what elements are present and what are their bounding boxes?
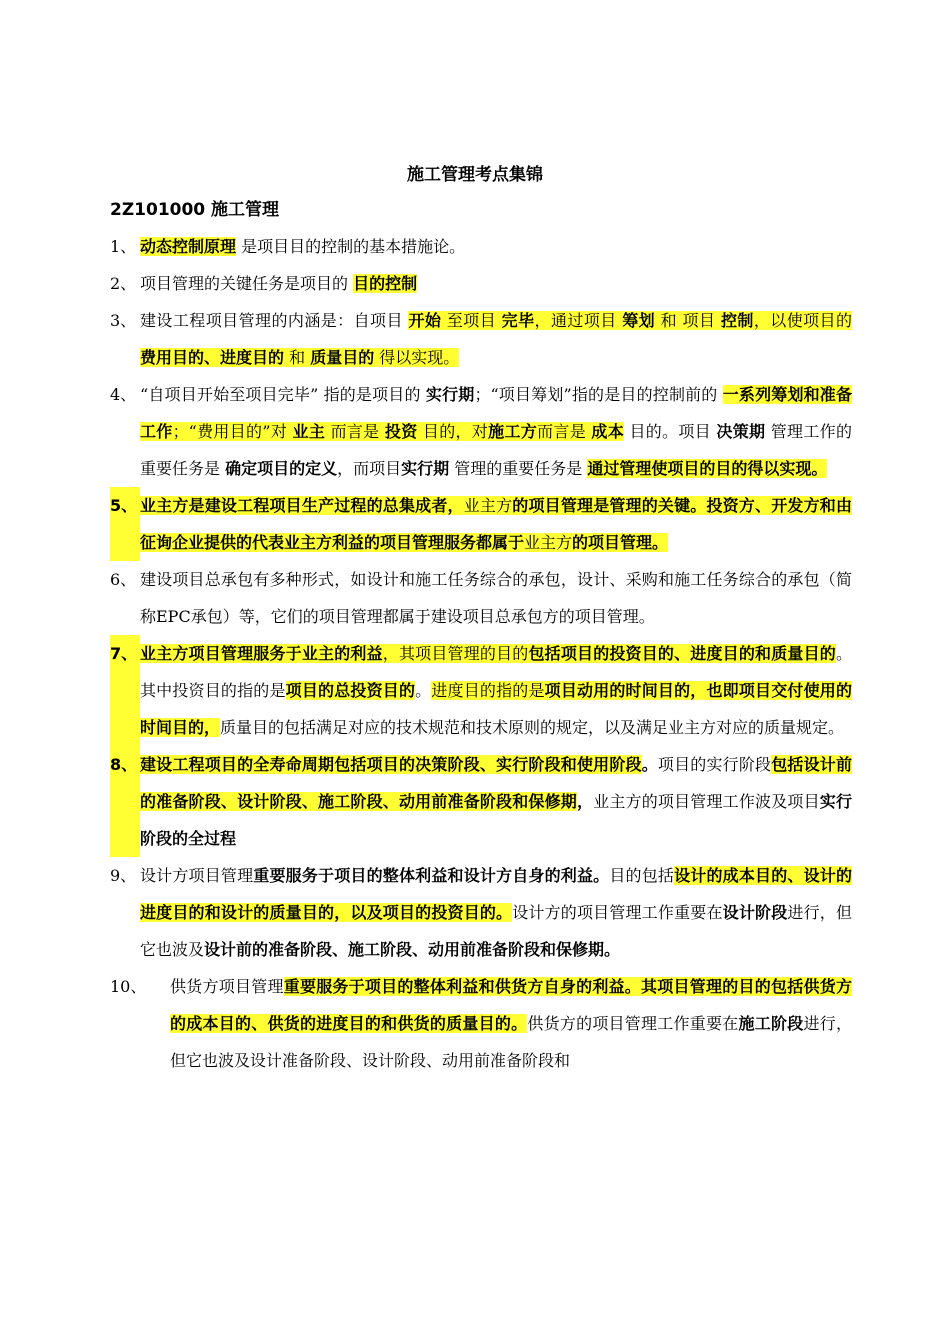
text-segment: 业主方的项目管理工作波及项目 (593, 792, 820, 811)
highlighted-text: ，通过项目 (534, 311, 623, 330)
highlighted-text: 而言是 (537, 422, 592, 441)
text-segment: 建设项目总承包有多种形式，如设计和施工任务综合的承包，设计、采购和施工任务综合的承包（简称EPC承包）等，它们的项目管理都属于建设项目总承包方的项目管理。 (140, 570, 852, 626)
text-segment: 管理的重要任务是 (449, 459, 588, 478)
text-segment: 实行期 (401, 459, 450, 478)
item-text (140, 857, 852, 968)
text-segment: 确定项目的定义 (225, 459, 338, 478)
list-item (110, 487, 852, 561)
section-heading: 2Z101000 施工管理 (110, 200, 280, 220)
text-segment: 。 (641, 755, 658, 774)
highlighted-text: 业主 (292, 422, 326, 441)
highlighted-text: 筹划 (622, 311, 656, 330)
highlighted-text: 和 项目 (655, 311, 721, 330)
text-segment: 实行阶段的全过程 (140, 792, 852, 848)
text-segment: 设计阶段 (722, 903, 788, 922)
text-segment: 进行，但它也波及 (140, 903, 852, 959)
text-segment: 是项目目的控制的基本措施论。 (236, 237, 466, 256)
document-title: 施工管理考点集锦 (407, 165, 543, 185)
highlighted-text: 目的，对 (417, 422, 489, 441)
highlighted-text: 而言是 (325, 422, 385, 441)
list-item (110, 968, 852, 1079)
text-segment: 供货方项目管理 (170, 977, 284, 996)
highlighted-text: 目的控制 (353, 274, 418, 293)
list-item (110, 302, 852, 376)
highlighted-text: 开始 (408, 311, 442, 330)
item-number: 5、 (110, 487, 140, 561)
list-item (110, 635, 852, 746)
item-text (140, 635, 852, 746)
text-segment: ， (577, 792, 594, 811)
list-item (110, 561, 852, 635)
highlighted-text: 重要服务于项目的整体利益和供货方自身的利益。其项目管理的目的包括供货方的成本目的、供货的进度目的和供货的质量目的。 (170, 977, 852, 1033)
text-segment: 。其中投资目的指的是 (140, 644, 852, 700)
highlighted-text: 成本 (591, 422, 625, 441)
text-segment: 管理工作的重要任务是 (140, 422, 852, 478)
highlighted-text: 包括项目的投资目的、进度目的和质量目的 (528, 644, 836, 663)
highlighted-text: 进度目的指的是 (431, 681, 545, 700)
item-number: 9、 (110, 866, 137, 885)
text-segment: 设计前的准备阶段、施工阶段、动用前准备阶段和保修期。 (204, 940, 621, 959)
text-segment: 实行期 (425, 385, 475, 404)
highlighted-text: 和 (284, 348, 311, 367)
text-segment: 建设工程项目管理的内涵是：自项目 (140, 311, 409, 330)
highlighted-text: 完毕 (501, 311, 535, 330)
highlighted-text: 一系列筹划和准备工作 (140, 385, 852, 441)
item-text (140, 265, 852, 302)
text-segment: 设计方的项目管理工作重要在 (512, 903, 723, 922)
highlighted-text: 得以实现。 (374, 348, 460, 367)
text-segment: 施工阶段 (738, 1014, 804, 1033)
highlighted-text: 业主方项目管理服务于业主的利益 (140, 644, 383, 663)
text-segment: 目的。项目 (624, 422, 717, 441)
list-item (110, 265, 852, 302)
text-segment: 质量目的包括满足对应的技术规范和技术原则的规定，以及满足业主方对应的质量规定。 (220, 718, 845, 737)
highlighted-text: 的项目管理。 (572, 533, 669, 552)
text-segment: ；“项目筹划”指的是目的控制前的 (474, 385, 723, 404)
item-number: 10、 (110, 977, 147, 996)
highlighted-text: 业主方 (463, 496, 513, 515)
text-segment: ，而项目 (337, 459, 402, 478)
highlighted-text: 设计的成本目的、设计的进度目的和设计的质量目的，以及项目的投资目的。 (140, 866, 852, 922)
highlighted-text: 包括设计前的准备阶段、设计阶段、施工阶段、动用前准备阶段和保修期 (140, 755, 852, 811)
text-segment: 决策期 (716, 422, 766, 441)
highlighted-text: 通过管理使项目的目的得以实现。 (587, 459, 828, 478)
list-item (110, 857, 852, 968)
item-text (140, 302, 852, 376)
highlighted-text: ，以使项目的 (753, 311, 852, 330)
text-segment: 重要服务于项目的整体利益和设计方自身的利益。 (253, 866, 610, 885)
highlighted-text: 投资 (384, 422, 418, 441)
item-text (140, 487, 852, 561)
text-segment: “自项目开始至项目完毕” 指的是项目的 (140, 385, 426, 404)
highlighted-text: 建设工程项目的全寿命周期包括项目的决策阶段、实行阶段和使用阶段 (140, 755, 642, 774)
item-list (110, 228, 852, 1079)
list-item (110, 746, 852, 857)
item-text (140, 746, 852, 857)
item-text (170, 968, 852, 1079)
item-number: 8、 (110, 746, 140, 857)
text-segment: 设计方项目管理 (140, 866, 254, 885)
text-segment: 目的包括 (609, 866, 675, 885)
item-number: 1、 (110, 237, 137, 256)
item-text (140, 561, 852, 635)
text-segment: 项目的实行阶段 (657, 755, 772, 774)
highlighted-text: 动态控制原理 (140, 237, 237, 256)
highlighted-text: 业主方是建设工程项目生产过程的总集成者， (140, 496, 464, 515)
highlighted-text: 至项目 (441, 311, 502, 330)
item-number: 3、 (110, 311, 137, 330)
item-number: 2、 (110, 274, 137, 293)
highlighted-text: 业主方 (524, 533, 573, 552)
highlighted-text: 质量目的 (310, 348, 375, 367)
item-number: 7、 (110, 635, 140, 746)
list-item (110, 228, 852, 265)
text-segment: 项目管理的关键任务是项目的 (140, 274, 354, 293)
highlighted-text: 项目的总投资目的 (285, 681, 416, 700)
highlighted-text: 施工方 (488, 422, 538, 441)
highlighted-text: 的项目管理是管理的关键。投资方、开发方和由征询企业提供的代表业主方利益的项目管理服务都属于 (140, 496, 852, 552)
highlighted-text: ，其项目管理的目的 (382, 644, 529, 663)
highlighted-text: 控制 (720, 311, 754, 330)
item-text (140, 228, 852, 265)
text-segment: 进行，但它也波及设计准备阶段、设计阶段、动用前准备阶段和 (170, 1014, 852, 1070)
item-number: 6、 (110, 570, 137, 589)
highlighted-text: ；“费用目的”对 (172, 422, 293, 441)
list-item (110, 376, 852, 487)
highlighted-text: 费用目的、进度目的 (140, 348, 285, 367)
item-number: 4、 (110, 385, 137, 404)
text-segment: 。 (415, 681, 432, 700)
text-segment: 供货方的项目管理工作重要在 (527, 1014, 739, 1033)
highlighted-text: 项目动用的时间目的，也即项目交付使用的时间目的， (140, 681, 852, 737)
item-text (140, 376, 852, 487)
